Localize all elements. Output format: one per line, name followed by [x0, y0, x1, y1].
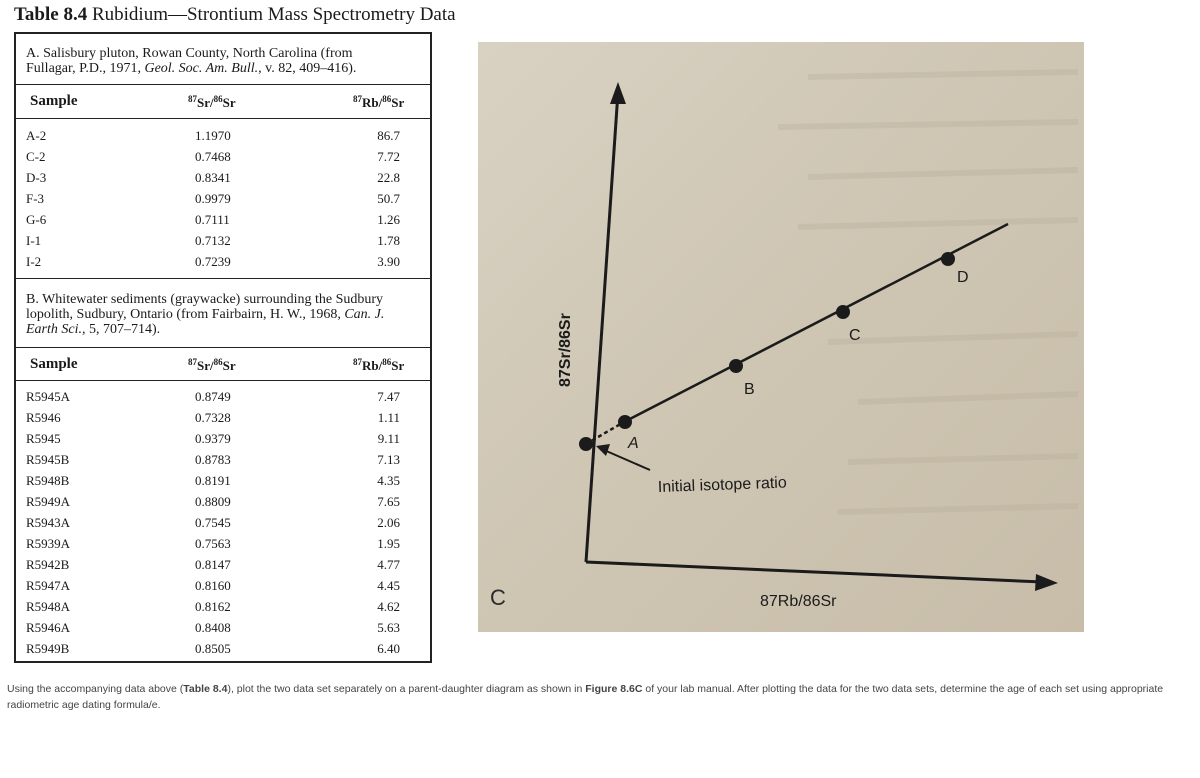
rb-cell: 5.63	[377, 620, 400, 635]
table-row	[16, 494, 430, 515]
table-row	[16, 149, 430, 170]
table-row	[16, 431, 430, 452]
table-number: Table 8.4	[14, 4, 88, 25]
y-axis-title: 87Sr/86Sr	[557, 313, 574, 387]
rb-cell: 4.62	[377, 599, 400, 614]
y-axis-line	[586, 92, 618, 562]
annotation-arrowhead	[596, 444, 610, 456]
sample-cell: A-2	[26, 128, 47, 143]
section-b-header-bottom-rule	[16, 380, 430, 381]
table-title	[14, 4, 456, 26]
rb-cell: 2.06	[377, 515, 400, 530]
sr-cell: 1.1970	[195, 128, 231, 143]
sample-cell: R5948B	[26, 473, 70, 488]
sample-cell: D-3	[26, 170, 47, 185]
sr-cell: 0.9379	[195, 431, 231, 446]
sample-cell: R5947A	[26, 578, 71, 593]
sample-cell: R5943A	[26, 515, 71, 530]
rb-cell: 4.45	[377, 578, 400, 593]
rb-cell: 86.7	[377, 128, 400, 143]
point-label-c: C	[849, 327, 861, 344]
section-a-header-sr: $^{87}$Sr/$^{86}$Sr	[188, 94, 236, 110]
section-a-citation-journal: Geol. Soc. Am. Bull.,	[144, 61, 262, 76]
sample-cell: R5948A	[26, 599, 71, 614]
table-row	[16, 128, 430, 149]
sr-cell: 0.7111	[195, 212, 230, 227]
sample-cell: C-2	[26, 149, 46, 164]
rb-cell: 7.72	[377, 149, 400, 164]
section-a-title-line1: A. Salisbury pluton, Rowan County, North Carolina (from	[26, 46, 353, 61]
rb-cell: 7.65	[377, 494, 400, 509]
rb-cell: 1.95	[377, 536, 400, 551]
table-row	[16, 191, 430, 212]
rb-cell: 7.47	[377, 389, 400, 404]
rb-cell: 3.90	[377, 254, 400, 269]
isochron-figure-photo	[478, 42, 1084, 632]
sr-cell: 0.8160	[195, 578, 231, 593]
sample-cell: R5945A	[26, 389, 71, 404]
assignment-instructions	[7, 681, 1197, 713]
table-row	[16, 389, 430, 410]
section-a-citation-plain: Fullagar, P.D., 1971,	[26, 61, 145, 76]
data-point-d	[941, 252, 955, 266]
table-row	[16, 641, 430, 662]
initial-ratio-point	[579, 437, 593, 451]
table-reference: Table 8.4	[183, 683, 228, 695]
rb-cell: 1.78	[377, 233, 400, 248]
data-point-b	[729, 359, 743, 373]
section-b-citation-end: 5, 707–714).	[85, 322, 161, 337]
section-divider-rule	[16, 278, 430, 279]
sample-cell: F-3	[26, 191, 45, 206]
figure-reference: Figure 8.6C	[585, 683, 643, 695]
sample-cell: R5949A	[26, 494, 71, 509]
sr-cell: 0.7563	[195, 536, 231, 551]
section-a-header-rb: $^{87}$Rb/$^{86}$Sr	[353, 94, 405, 110]
section-b-header-top-rule	[16, 347, 430, 348]
rb-cell: 4.77	[377, 557, 400, 572]
section-b-title	[26, 292, 416, 337]
data-table	[14, 32, 432, 663]
table-row	[16, 599, 430, 620]
table-row	[16, 515, 430, 536]
rb-cell: 9.11	[377, 431, 400, 446]
sr-cell: 0.9979	[195, 191, 231, 206]
sr-cell: 0.8341	[195, 170, 231, 185]
rb-cell: 50.7	[377, 191, 400, 206]
x-axis-line	[586, 562, 1043, 582]
isochron-diagram	[478, 42, 1084, 632]
table-row	[16, 620, 430, 641]
sr-cell: 0.7328	[195, 410, 231, 425]
sample-cell: R5949B	[26, 641, 70, 656]
rb-cell: 1.26	[377, 212, 400, 227]
annotation-arrow-line	[604, 450, 650, 470]
sample-cell: R5942B	[26, 557, 70, 572]
section-b-citation-journal-2: Earth Sci.,	[26, 322, 86, 337]
data-point-c	[836, 305, 850, 319]
sr-cell: 0.8809	[195, 494, 231, 509]
sr-cell: 0.7239	[195, 254, 231, 269]
sr-cell: 0.8162	[195, 599, 231, 614]
sr-cell: 0.8408	[195, 620, 231, 635]
sr-cell: 0.8783	[195, 452, 231, 467]
table-title-text: Rubidium—Strontium Mass Spectrometry Data	[87, 4, 456, 25]
table-row	[16, 170, 430, 191]
section-a-title	[26, 46, 416, 76]
point-label-b: B	[744, 381, 755, 398]
x-axis-arrowhead	[1035, 574, 1058, 591]
table-row	[16, 410, 430, 431]
table-row	[16, 473, 430, 494]
section-a-header-top-rule	[16, 84, 430, 85]
sample-cell: R5946	[26, 410, 61, 425]
section-a-title-line2	[26, 61, 416, 76]
section-b-header-sr: $^{87}$Sr/$^{86}$Sr	[188, 357, 236, 373]
table-row	[16, 578, 430, 599]
table-row	[16, 557, 430, 578]
x-axis-title: 87Rb/86Sr	[760, 593, 837, 610]
sr-cell: 0.8505	[195, 641, 231, 656]
sr-cell: 0.8147	[195, 557, 231, 572]
section-a-header-sample: Sample	[30, 93, 78, 109]
instructions-text-3: of your lab manual. After plotting the data for the two data sets, determine the age of each set using appropriate radiometric age dating formula/e.	[7, 683, 1164, 711]
paper-texture	[778, 72, 1078, 512]
rb-cell: 4.35	[377, 473, 400, 488]
rb-cell: 6.40	[377, 641, 400, 656]
sample-cell: R5945	[26, 431, 61, 446]
instructions-text-2: ), plot the two data set separately on a parent-daughter diagram as shown in	[227, 683, 586, 695]
sample-cell: G-6	[26, 212, 47, 227]
sr-cell: 0.7468	[195, 149, 231, 164]
table-row	[16, 254, 430, 275]
data-point-a	[618, 415, 632, 429]
y-axis-arrowhead	[610, 82, 626, 104]
section-b-citation-plain: lopolith, Sudbury, Ontario (from Fairbairn, H. W., 1968,	[26, 307, 345, 322]
table-row	[16, 212, 430, 233]
table-row	[16, 233, 430, 254]
section-b-title-line2	[26, 307, 416, 322]
point-label-d: D	[957, 269, 969, 286]
sample-cell: R5946A	[26, 620, 71, 635]
section-b-title-line1: B. Whitewater sediments (graywacke) surrounding the Sudbury	[26, 292, 384, 307]
section-a-citation-end: v. 82, 409–416).	[261, 61, 357, 76]
section-a-header-bottom-rule	[16, 118, 430, 119]
section-b-citation-journal: Can. J.	[344, 307, 385, 322]
point-label-a: A	[628, 435, 639, 452]
sample-cell: R5939A	[26, 536, 71, 551]
instructions-text-1: Using the accompanying data above (	[7, 683, 184, 695]
sample-cell: R5945B	[26, 452, 70, 467]
sr-cell: 0.8749	[195, 389, 231, 404]
rb-cell: 7.13	[377, 452, 400, 467]
sample-cell: I-1	[26, 233, 42, 248]
section-b-title-line3	[26, 322, 416, 337]
section-b-header-sample: Sample	[30, 356, 78, 372]
table-row	[16, 536, 430, 557]
rb-cell: 1.11	[377, 410, 400, 425]
rb-cell: 22.8	[377, 170, 400, 185]
sr-cell: 0.7132	[195, 233, 231, 248]
sr-cell: 0.8191	[195, 473, 231, 488]
section-b-header-rb: $^{87}$Rb/$^{86}$Sr	[353, 357, 405, 373]
initial-isotope-ratio-label: Initial isotope ratio	[657, 474, 788, 496]
sample-cell: I-2	[26, 254, 42, 269]
panel-letter: C	[490, 585, 506, 610]
table-row	[16, 452, 430, 473]
sr-cell: 0.7545	[195, 515, 231, 530]
